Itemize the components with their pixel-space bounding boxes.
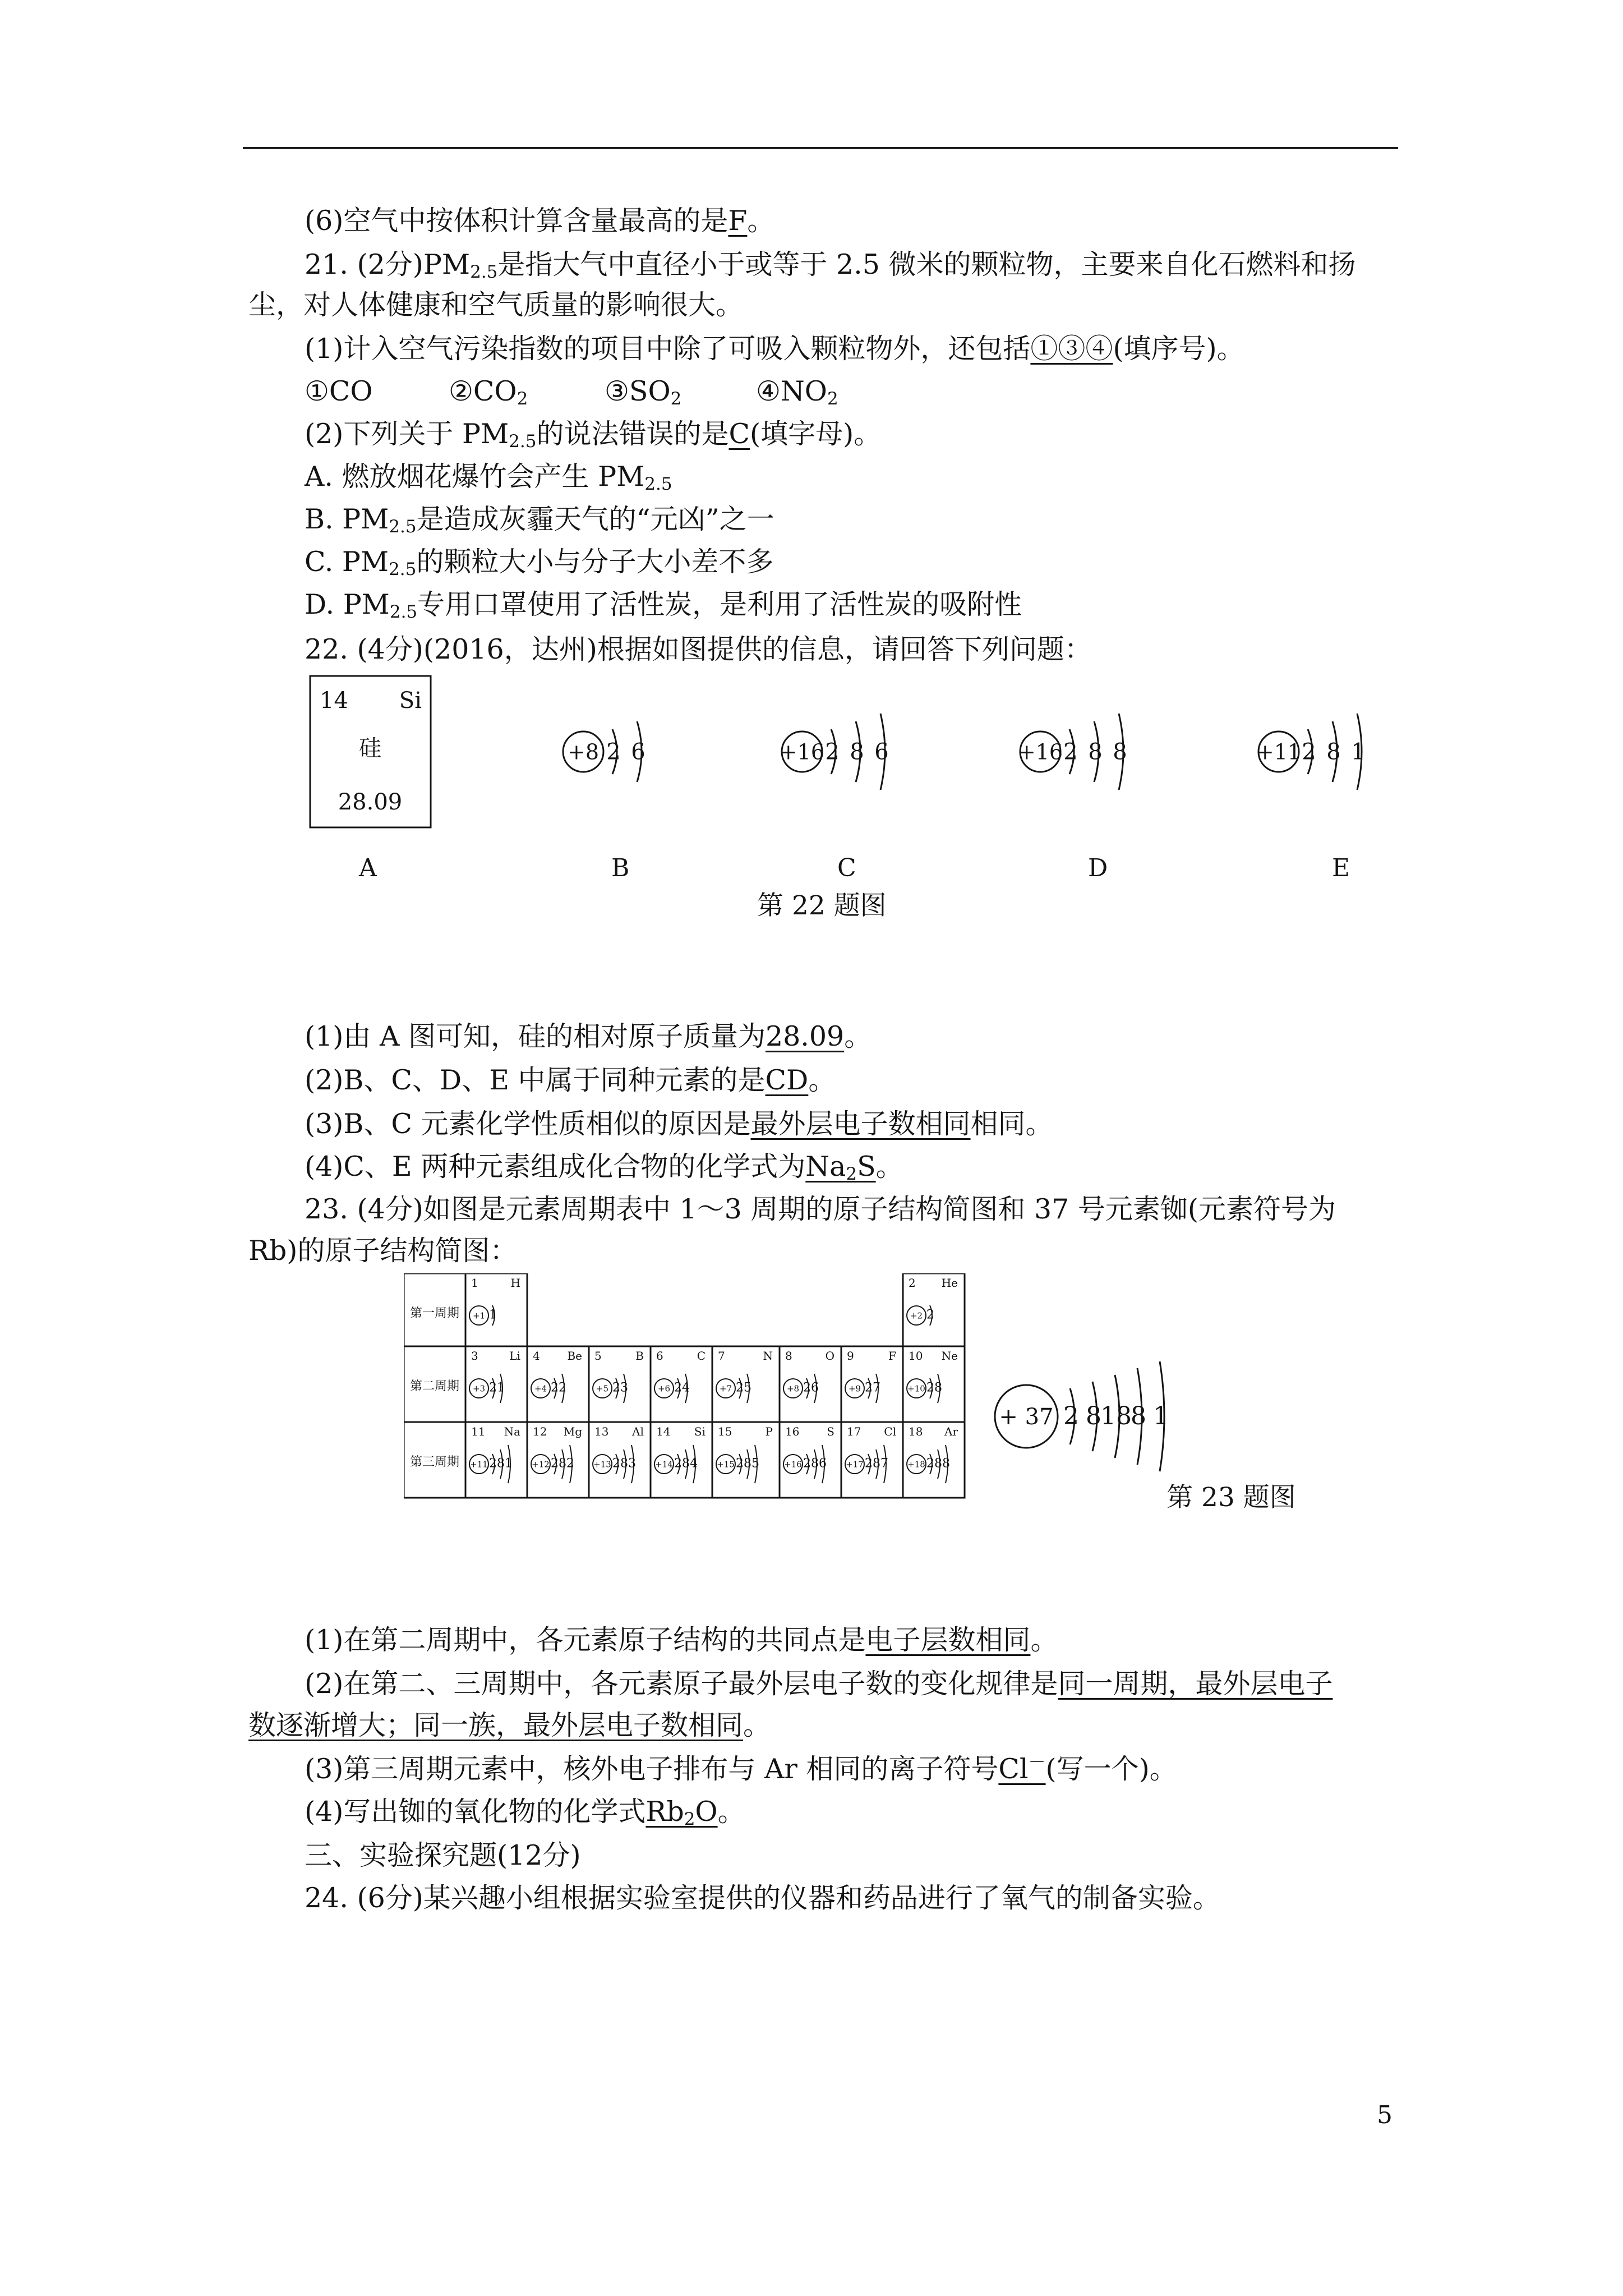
- cell-atomic-number: 10: [909, 1349, 923, 1363]
- shell-electron-count: 1: [1351, 739, 1366, 765]
- q23-answer-3: (3)第三周期元素中，核外电子排布与 Ar 相同的离子符号Cl－(写一个)。: [305, 1752, 1177, 1785]
- shell-electron-count: 8: [620, 1456, 628, 1471]
- shell-electron-count: 2: [865, 1456, 873, 1471]
- shell-electron-count: 6: [811, 1381, 819, 1395]
- q21-part2: (2)下列关于 $PM_{2.5}$的说法错误的是C(填字母)。: [305, 418, 882, 452]
- nucleus-charge: +12: [532, 1459, 550, 1470]
- atom-diagram-b: [563, 721, 645, 782]
- q21-option-no2: $④NO_2$: [756, 375, 838, 409]
- section-3-heading: 三、实验探究题(12分): [305, 1839, 581, 1871]
- nucleus-charge: +4: [534, 1383, 547, 1394]
- shell-electron-count: 2: [674, 1381, 682, 1395]
- q21-option-co: ①CO: [305, 375, 373, 407]
- nucleus-charge: +14: [655, 1459, 673, 1470]
- cell-li: [469, 1349, 520, 1403]
- nucleus-charge: +3: [472, 1383, 486, 1394]
- cell-atomic-number: 6: [656, 1349, 663, 1363]
- shell-electron-count: 2: [1063, 739, 1078, 765]
- q22-answer-2: (2)B、C、D、E 中属于同种元素的是CD。: [305, 1064, 836, 1096]
- q21-choice-b: B. $PM_{2.5}$是造成灰霾天气的“元凶”之一: [305, 503, 774, 537]
- q20-6-line: (6)空气中按体积计算含量最高的是F。: [305, 205, 775, 237]
- nucleus-charge: + 37: [999, 1404, 1054, 1430]
- shell-electron-count: 2: [489, 1456, 497, 1471]
- shell-electron-count: 8: [1086, 1402, 1101, 1430]
- atom-diagram-e: [1256, 714, 1366, 790]
- q23-a2-ans-1: 同一周期，最外层电子: [1058, 1668, 1333, 1700]
- cell-atom-al: [593, 1445, 636, 1483]
- cell-atom-he: [907, 1305, 934, 1326]
- cell-symbol: N: [763, 1349, 773, 1363]
- shell-electron-count: 2: [736, 1456, 744, 1471]
- shell-electron-count: 8: [942, 1456, 950, 1471]
- cell-si-p3: [654, 1425, 706, 1483]
- cell-atomic-number: 4: [533, 1349, 540, 1363]
- nucleus-charge: +7: [719, 1383, 732, 1394]
- nucleus-charge: +6: [657, 1383, 671, 1394]
- q22-a1-ans: 28.09: [765, 1020, 845, 1052]
- shell-electron-count: 6: [819, 1456, 827, 1471]
- row-label-period-2: 第二周期: [409, 1379, 460, 1393]
- nucleus-charge: +16: [784, 1459, 802, 1470]
- q21-choice-d: D. $PM_{2.5}$专用口罩使用了活性炭，是利用了活性炭的吸附性: [305, 588, 1022, 622]
- cell-atom-be: [531, 1374, 566, 1403]
- shell-electron-count: 8: [934, 1381, 942, 1395]
- cell-atomic-number: 12: [533, 1425, 547, 1438]
- cell-atom-mg: [531, 1445, 574, 1483]
- shell-electron-count: 4: [682, 1381, 690, 1395]
- q22-a2-ans: CD: [765, 1064, 809, 1096]
- shell-electron-count: 8: [850, 739, 864, 765]
- shell-electron-count: 7: [873, 1381, 880, 1395]
- shell-electron-count: 4: [690, 1456, 698, 1471]
- shell-electron-count: 8: [811, 1456, 819, 1471]
- cell-atom-cl: [845, 1445, 888, 1483]
- cell-atom-ar: [907, 1445, 950, 1483]
- cell-symbol: C: [697, 1349, 706, 1363]
- q24-stem: 24. (6分)某兴趣小组根据实验室提供的仪器和药品进行了氧气的制备实验。: [305, 1882, 1220, 1914]
- cell-atomic-number: 2: [909, 1276, 916, 1290]
- cell-n: [716, 1349, 773, 1403]
- shell-electron-count: 2: [612, 1381, 620, 1395]
- nucleus-charge: +1: [472, 1310, 486, 1321]
- cell-atomic-number: 11: [471, 1425, 486, 1438]
- cell-f: [845, 1349, 896, 1403]
- q23-answer-2-line2: 数逐渐增大；同一族，最外层电子数相同。: [248, 1709, 771, 1741]
- q23-stem-line1: 23. (4分)如图是元素周期表中 1～3 周期的原子结构简图和 37 号元素铷(元素符号为: [305, 1193, 1336, 1225]
- nucleus-charge: +5: [596, 1383, 609, 1394]
- atom-diagram-c: [780, 714, 889, 790]
- shell-electron-count: 5: [744, 1381, 751, 1395]
- q21-part2-answer: C: [728, 418, 750, 450]
- shell-electron-count: 18: [1100, 1402, 1132, 1430]
- cell-atomic-number: 14: [656, 1425, 671, 1438]
- cell-atom-ne: [907, 1374, 942, 1403]
- q22-figure: [297, 668, 1396, 836]
- header-rule: [243, 147, 1398, 149]
- q22-a4-ans: $Na_2S$: [805, 1151, 876, 1184]
- q21-part1-answer: ①③④: [1030, 333, 1113, 365]
- cell-atomic-number: 9: [847, 1349, 854, 1363]
- cell-symbol: H: [510, 1276, 520, 1290]
- cell-atom-o: [783, 1374, 819, 1403]
- shell-electron-count: 1: [505, 1456, 513, 1471]
- shell-electron-count: 2: [803, 1456, 811, 1471]
- cell-symbol: Ne: [941, 1349, 958, 1363]
- q21-part1: (1)计入空气污染指数的项目中除了可吸入颗粒物外，还包括①③④(填序号)。: [305, 333, 1244, 365]
- cell-symbol: O: [825, 1349, 834, 1363]
- shell-electron-count: 2: [551, 1381, 559, 1395]
- cell-o: [783, 1349, 834, 1403]
- nucleus-charge: +13: [593, 1459, 611, 1470]
- shell-electron-count: 8: [1326, 739, 1341, 765]
- nucleus-charge: +11: [470, 1459, 488, 1470]
- shell-electron-count: 8: [873, 1456, 880, 1471]
- cell-symbol: Si: [694, 1425, 706, 1438]
- cell-symbol: Na: [504, 1425, 520, 1438]
- cell-na-p3: [469, 1425, 520, 1483]
- shell-electron-count: 2: [489, 1381, 497, 1395]
- row-label-period-3: 第三周期: [409, 1455, 460, 1469]
- cell-symbol: Al: [632, 1425, 644, 1438]
- shell-electron-count: 2: [674, 1456, 682, 1471]
- cell-ar-p3: [907, 1425, 958, 1483]
- tile-number: 14: [320, 688, 348, 714]
- q23-answer-4: (4)写出铷的氧化物的化学式$Rb_2O$。: [305, 1796, 745, 1829]
- shell-electron-count: 8: [1131, 1402, 1146, 1430]
- nucleus-charge: +16: [1017, 739, 1063, 765]
- nucleus-charge: +17: [846, 1459, 864, 1470]
- cell-symbol: B: [635, 1349, 644, 1363]
- shell-electron-count: 8: [559, 1456, 566, 1471]
- shell-electron-count: 2: [551, 1456, 559, 1471]
- nucleus-charge: +11: [1256, 739, 1302, 765]
- tile-mass: 28.09: [338, 789, 403, 815]
- shell-electron-count: 8: [744, 1456, 751, 1471]
- label-c: C: [837, 854, 856, 882]
- cell-b: [593, 1349, 644, 1403]
- cell-atomic-number: 13: [594, 1425, 609, 1438]
- shell-electron-count: 8: [497, 1456, 505, 1471]
- nucleus-charge: +2: [910, 1310, 923, 1321]
- shell-electron-count: 2: [926, 1456, 934, 1471]
- cell-symbol: Li: [509, 1349, 520, 1363]
- q22-caption: 第 22 题图: [757, 890, 887, 921]
- q23-answer-1: (1)在第二周期中，各元素原子结构的共同点是电子层数相同。: [305, 1624, 1058, 1656]
- label-b: B: [611, 854, 630, 882]
- shell-electron-count: 8: [1113, 739, 1127, 765]
- q22-answer-3: (3)B、C 元素化学性质相似的原因是最外层电子数相同相同。: [305, 1108, 1053, 1140]
- cell-atomic-number: 5: [594, 1349, 602, 1363]
- q23-caption: 第 23 题图: [1166, 1482, 1296, 1513]
- shell-electron-count: 2: [865, 1381, 873, 1395]
- shell-electron-count: 6: [874, 739, 889, 765]
- q21-choice-a: A. 燃放烟花爆竹会产生 $PM_{2.5}$: [305, 461, 672, 494]
- cell-atomic-number: 3: [471, 1349, 478, 1363]
- tile-name: 硅: [359, 735, 381, 761]
- cell-be: [531, 1349, 582, 1403]
- label-d: D: [1088, 854, 1108, 882]
- q21-choice-c: C. $PM_{2.5}$的颗粒大小与分子大小差不多: [305, 546, 774, 579]
- cell-symbol: Ar: [944, 1425, 958, 1438]
- nucleus-charge: +9: [848, 1383, 861, 1394]
- cell-atomic-number: 8: [785, 1349, 792, 1363]
- q20-6-answer: F: [728, 205, 748, 237]
- cell-he: [907, 1276, 958, 1326]
- cell-h: [469, 1276, 520, 1326]
- cell-atomic-number: 1: [471, 1276, 478, 1290]
- cell-atomic-number: 17: [847, 1425, 861, 1438]
- cell-mg-p3: [531, 1425, 582, 1483]
- silicon-tile: [310, 676, 431, 827]
- cell-symbol: P: [765, 1425, 773, 1438]
- cell-c: [654, 1349, 706, 1403]
- q22-answer-4: (4)C、E 两种元素组成化合物的化学式为$Na_2S$。: [305, 1151, 903, 1184]
- cell-atom-n: [716, 1374, 751, 1403]
- cell-symbol: S: [827, 1425, 834, 1438]
- shell-electron-count: 2: [1302, 739, 1316, 765]
- shell-electron-count: 1: [497, 1381, 505, 1395]
- q21-stem-line2: 尘，对人体健康和空气质量的影响很大。: [248, 289, 744, 321]
- shell-electron-count: 2: [926, 1308, 934, 1322]
- label-e: E: [1332, 854, 1350, 882]
- cell-atomic-number: 18: [909, 1425, 923, 1438]
- cell-atom-na: [469, 1445, 513, 1483]
- q23-answer-2-line1: (2)在第二、三周期中，各元素原子最外层电子数的变化规律是同一周期，最外层电子: [305, 1668, 1333, 1700]
- cell-atom-h: [469, 1305, 497, 1326]
- atom-diagram-d: [1018, 714, 1127, 790]
- cell-al-p3: [593, 1425, 644, 1483]
- q22-stem: 22. (4分)(2016，达州)根据如图提供的信息，请回答下列问题：: [305, 633, 1092, 665]
- shell-electron-count: 2: [736, 1381, 744, 1395]
- cell-atom-s: [783, 1445, 827, 1483]
- cell-atomic-number: 15: [718, 1425, 732, 1438]
- q22-a3-ans: 最外层电子数相同: [750, 1108, 971, 1140]
- shell-electron-count: 2: [926, 1381, 934, 1395]
- q23-a4-ans: $Rb_2O$: [645, 1796, 718, 1829]
- shell-electron-count: 3: [628, 1456, 636, 1471]
- cell-symbol: F: [888, 1349, 896, 1363]
- nucleus-charge: +8: [786, 1383, 800, 1394]
- shell-electron-count: 3: [620, 1381, 628, 1395]
- shell-electron-count: 5: [751, 1456, 759, 1471]
- shell-electron-count: 6: [631, 739, 645, 765]
- shell-electron-count: 2: [825, 739, 840, 765]
- cell-symbol: Mg: [563, 1425, 582, 1438]
- shell-electron-count: 2: [612, 1456, 620, 1471]
- shell-electron-count: 8: [934, 1456, 942, 1471]
- page-number: 5: [1377, 2101, 1393, 2129]
- q21-option-so2: $③SO_2$: [605, 375, 682, 409]
- label-a: A: [359, 854, 377, 882]
- nucleus-charge: +16: [779, 739, 825, 765]
- nucleus-charge: +18: [907, 1459, 925, 1470]
- cell-symbol: He: [941, 1276, 958, 1290]
- cell-atom-b: [593, 1374, 628, 1403]
- shell-electron-count: 2: [1063, 1402, 1079, 1430]
- row-label-period-1: 第一周期: [409, 1306, 460, 1320]
- cell-s-p3: [783, 1425, 834, 1483]
- rubidium-atom-diagram: [995, 1361, 1169, 1471]
- shell-electron-count: 2: [606, 739, 621, 765]
- q22-answer-1: (1)由 A 图可知，硅的相对原子质量为28.09。: [305, 1020, 872, 1052]
- q23-a3-ans: Cl－: [998, 1752, 1046, 1785]
- nucleus-charge: +10: [907, 1383, 925, 1394]
- cell-atomic-number: 7: [718, 1349, 725, 1363]
- cell-p-p3: [716, 1425, 773, 1483]
- cell-atomic-number: 16: [785, 1425, 800, 1438]
- tile-symbol: Si: [399, 688, 422, 714]
- cell-atom-c: [654, 1374, 690, 1403]
- nucleus-charge: +15: [717, 1459, 735, 1470]
- q23-a1-ans: 电子层数相同: [865, 1624, 1031, 1656]
- q23-a2-ans-2: 数逐渐增大；同一族，最外层电子数相同: [248, 1709, 744, 1741]
- q21-option-co2: $②CO_2$: [449, 375, 528, 409]
- shell-electron-count: 1: [1153, 1402, 1169, 1430]
- cell-atom-li: [469, 1374, 505, 1403]
- q23-stem-line2: Rb)的原子结构简图：: [248, 1235, 518, 1267]
- cell-cl-p3: [845, 1425, 896, 1483]
- shell-electron-count: 8: [682, 1456, 690, 1471]
- shell-electron-count: 2: [803, 1381, 811, 1395]
- shell-electron-count: 1: [489, 1308, 497, 1322]
- q21-stem-line1: 21. (2分)$PM_{2.5}$是指大气中直径小于或等于 2.5 微米的颗粒物，主要来自化石燃料和扬: [305, 249, 1356, 282]
- shell-electron-count: 7: [880, 1456, 888, 1471]
- shell-electron-count: 2: [566, 1456, 574, 1471]
- shell-electron-count: 2: [559, 1381, 566, 1395]
- cell-ne: [907, 1349, 958, 1403]
- periodic-table-figure: [404, 1273, 1189, 1526]
- shell-electron-count: 8: [1088, 739, 1103, 765]
- cell-atom-p: [716, 1445, 759, 1483]
- cell-symbol: Cl: [884, 1425, 896, 1438]
- nucleus-charge: +8: [567, 739, 600, 765]
- cell-symbol: Be: [567, 1349, 582, 1363]
- cell-atom-f: [845, 1374, 880, 1403]
- cell-atom-si: [654, 1445, 698, 1483]
